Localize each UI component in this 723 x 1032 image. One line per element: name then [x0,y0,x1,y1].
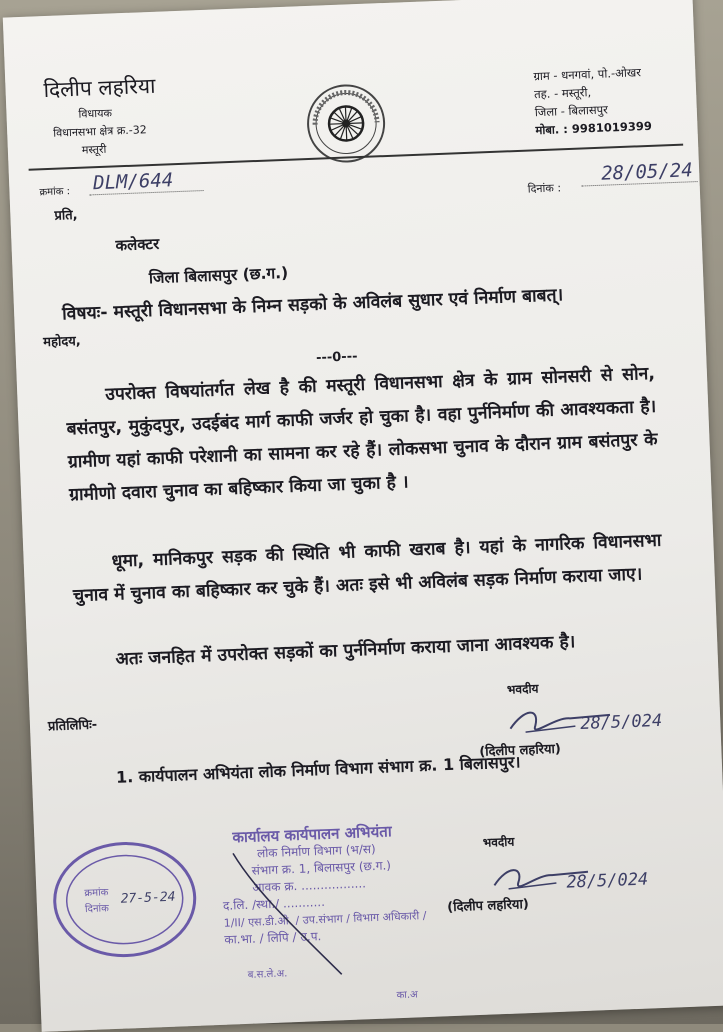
mla-constituency: विधानसभा क्षेत्र क्र.-32 [52,123,148,140]
round-stamp-scrawl: 27-5-24 [120,889,176,907]
address-line-2: तह. - मस्तूरी, [533,85,592,102]
mla-name: दिलीप लहरिया [43,73,156,103]
address-line-1: ग्राम - धनगवां, पो.-ओखर [533,65,642,84]
divider-text: ---0--- [315,349,358,366]
round-stamp [48,837,200,963]
date-label: दिनांक : [527,181,562,196]
office-stamp-line-1: कार्यालय कार्यपालन अभियंता [232,822,392,847]
prati: प्रति, [54,207,78,224]
round-stamp-line-1: क्रमांक [84,887,109,900]
date-value: 28/05/24 [581,159,697,186]
emblem-logo [304,81,389,166]
cc-item-1: 1. कार्यपालन अभियंता लोक निर्माण विभाग संभाग क्र. 1 बिलासपुर। [115,752,521,787]
body-paragraph-3-text: अतः जनहित में उपरोक्त सड़कों का पुर्ननिर्माण कराया जाना आवश्यक है। [115,632,576,670]
body-paragraph-1-text: उपरोक्त विषयांतर्गत लेख है की मस्तूरी विधानसभा क्षेत्र के ग्राम सोनसरी से सोन, बसंतपुर, मुकुंदपुर, उदईबंद मार्ग काफी जर्जर हो चुका है। वहा पुर्ननिर्माण की आवश्यकता है। ग्रामीण यहां काफी परेशानी का सामना कर रहे हैं। लोकसभा चुनाव के दौरान ग्राम बसंतपुर के ग्रामीणो दवारा चुनाव का बहिष्कार किया जा चुका है । [66,363,658,506]
office-stamp-line-2: लोक निर्माण विभाग (भ/स) [256,841,376,861]
subject-line: विषयः- मस्तूरी विधानसभा के निम्न सड़को के अविलंब सुधार एवं निर्माण बाबत्। [61,285,564,325]
address-line-3: जिला - बिलासपुर [534,102,609,120]
round-stamp-line-2: दिनांक [84,903,110,916]
recipient-line-1: कलेक्टर [115,234,160,255]
letter-page [3,0,723,1032]
office-stamp-line-8: ब.स.ले.अ. [247,968,288,981]
office-stamp-line-6: 1/II/ एस.डी.ओ. / उप.संभाग / विभाग अधिकारी / [223,909,427,930]
office-stamp-line-4: आवक क्र. ................. [252,876,367,895]
office-stamp-line-9: का.अ [396,989,418,1002]
signature-1-date: 28/5/024 [579,710,663,734]
office-stamp-line-3: संभाग क्र. 1, बिलासपुर (छ.ग.) [251,858,392,878]
mla-designation: विधायक [78,106,113,121]
cc-label: प्रतिलिपिः- [47,717,98,735]
body-paragraph-2-text: धूमा, मानिकपुर सड़क की स्थिति भी काफी खराब है। यहां के नागरिक विधानसभा चुनाव में चुनाव का बहिष्कार कर चुके हैं। अतः इसे भी अविलंब सड़क निर्माण कराया जाए। [72,530,662,607]
signatory-name-2: (दिलीप लहरिया) [446,897,530,916]
ref-number: DLM/644 [89,168,204,195]
mobile-number: मोबा. : 9981019399 [535,118,653,138]
body-paragraph-1 [65,358,660,513]
office-stamp-line-7: का.भा. / लिपि / उ.प. [224,929,322,947]
salutation: महोदय, [42,333,81,351]
body-paragraph-2 [71,525,663,614]
closing-2: भवदीय [482,834,515,850]
closing-1: भवदीय [506,681,539,697]
office-stamp-line-5: द.लि. /स्था./ ........... [222,894,326,913]
stamp-strike-line [224,829,350,983]
mla-place: मस्तूरी [81,142,107,157]
signature-2-date: 28/5/024 [566,869,649,893]
ref-label: क्रमांक : [39,186,71,199]
recipient-line-2: जिला बिलासपुर (छ.ग.) [148,263,289,288]
body-paragraph-3 [75,623,666,679]
signatory-name-1: (दिलीप लहरिया) [479,741,562,760]
